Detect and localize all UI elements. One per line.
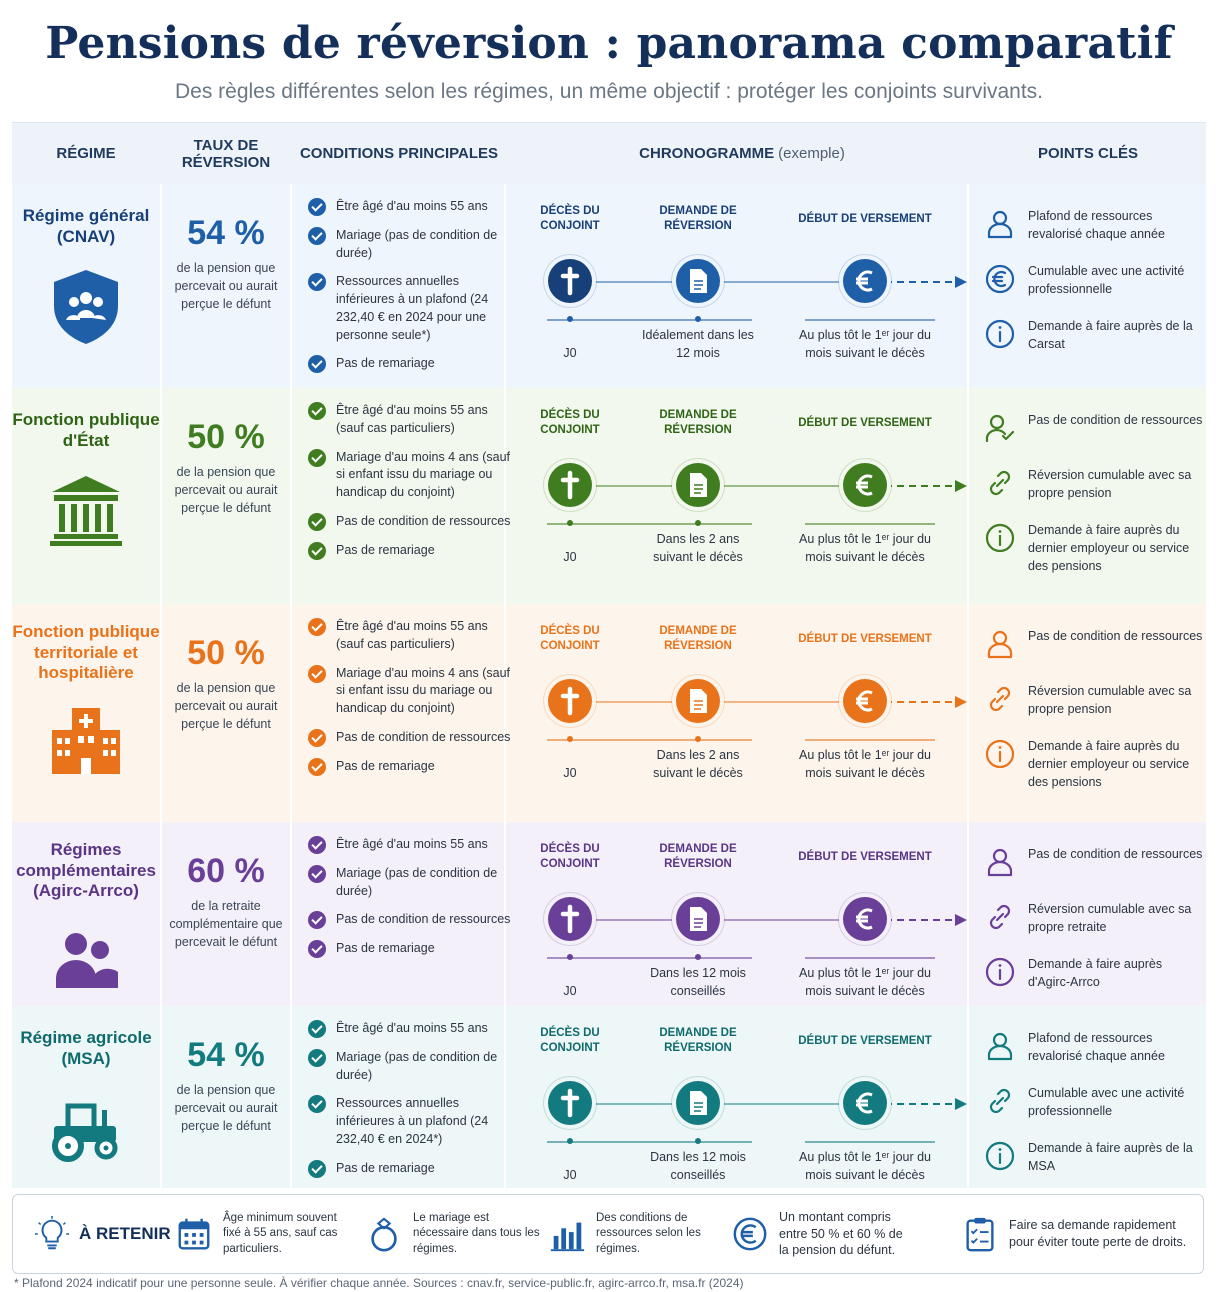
timeline-debut-note: Au plus tôt le 1ᵉʳ jour du mois suivant le décès — [798, 966, 932, 998]
condition-text: Mariage d'au moins 4 ans (sauf si enfant issu du mariage ou handicap du conjoint) — [336, 665, 511, 715]
condition-text: Pas de remariage — [336, 356, 435, 371]
checklist-icon — [961, 1215, 999, 1253]
timeline-demande-label: DEMANDE DE RÉVERSION — [659, 625, 737, 652]
link-icon — [984, 683, 1016, 715]
lightbulb-icon — [33, 1215, 71, 1253]
condition-item — [308, 1095, 513, 1148]
timeline-deces-label: DÉCÈS DU CONJOINT — [540, 1027, 600, 1054]
timeline-debut-note: Au plus tôt le 1ᵉʳ jour du mois suivant le décès — [798, 532, 932, 564]
document-icon — [676, 463, 720, 507]
regime-row — [12, 388, 1206, 604]
users-shield-icon — [46, 266, 126, 346]
rate-value: 50 % — [187, 634, 265, 672]
check-icon — [308, 665, 326, 683]
euro-icon — [984, 263, 1016, 295]
regime-row — [12, 184, 1206, 388]
timeline-demande-note: Dans les 2 ans suivant le décès — [653, 532, 743, 564]
check-icon — [308, 836, 326, 854]
timeline-debut-note: Au plus tôt le 1ᵉʳ jour du mois suivant le décès — [798, 748, 932, 780]
document-icon — [676, 259, 720, 303]
conditions-list — [308, 1020, 513, 1188]
info-icon — [984, 956, 1016, 988]
key-point-text: Réversion cumulable avec sa propre pension — [1028, 468, 1192, 500]
regime-row — [12, 822, 1206, 1006]
header-conditions: CONDITIONS PRINCIPALES — [299, 145, 499, 163]
rate-description: de la pension que percevait ou aurait perçue le défunt — [174, 681, 278, 731]
check-icon — [308, 273, 326, 291]
retenir-text: Âge minimum souvent fixé à 55 ans, sauf cas particuliers. — [223, 1211, 338, 1255]
rate-value: 54 % — [187, 1036, 265, 1074]
condition-item — [308, 940, 513, 958]
timeline-debut-label: DÉBUT DE VERSEMENT — [798, 1035, 932, 1047]
retenir-item — [548, 1195, 728, 1273]
timeline-debut-note: Au plus tôt le 1ᵉʳ jour du mois suivant le décès — [798, 328, 932, 360]
check-icon — [308, 1020, 326, 1038]
retenir-item — [731, 1195, 911, 1273]
rate-value: 60 % — [187, 852, 265, 890]
timeline — [517, 388, 967, 568]
condition-item — [308, 911, 513, 929]
timeline-deces-label: DÉCÈS DU CONJOINT — [540, 409, 600, 436]
reversion-rate — [162, 216, 290, 313]
page-title: Pensions de réversion : panorama comparatif — [45, 18, 1173, 69]
cross-icon — [548, 679, 592, 723]
euro-icon — [843, 679, 887, 723]
timeline-debut-label: DÉBUT DE VERSEMENT — [798, 417, 932, 429]
conditions-list — [308, 402, 513, 570]
key-point-text: Plafond de ressources revalorisé chaque année — [1028, 209, 1165, 241]
condition-item — [308, 198, 513, 216]
timeline-demande-note: Dans les 12 mois conseillés — [650, 1150, 746, 1182]
condition-item — [308, 402, 513, 438]
check-icon — [308, 758, 326, 776]
key-point-text: Demande à faire auprès de la MSA — [1028, 1141, 1193, 1173]
check-icon — [308, 449, 326, 467]
timeline — [517, 1006, 967, 1186]
header-points-cles: POINTS CLÉS — [1037, 145, 1138, 163]
timeline-demande-label: DEMANDE DE RÉVERSION — [659, 409, 737, 436]
timeline-j0: J0 — [563, 346, 577, 360]
retenir-item — [365, 1195, 545, 1273]
check-icon — [308, 618, 326, 636]
condition-item — [308, 513, 513, 531]
link-icon — [984, 467, 1016, 499]
header-regime: RÉGIME — [56, 145, 116, 163]
conditions-list — [308, 836, 513, 969]
condition-item — [308, 1020, 513, 1038]
conditions-list — [308, 618, 513, 786]
condition-text: Mariage (pas de condition de durée) — [336, 1049, 498, 1082]
person-icon — [984, 846, 1016, 878]
condition-item — [308, 1049, 513, 1085]
timeline-debut-label: DÉBUT DE VERSEMENT — [798, 213, 932, 225]
condition-text: Mariage d'au moins 4 ans (sauf si enfant issu du mariage ou handicap du conjoint) — [336, 449, 511, 499]
reversion-rate — [162, 636, 290, 733]
regime-name: Régime agricole (MSA) — [20, 1028, 152, 1068]
check-icon — [308, 542, 326, 560]
government-building-icon — [46, 470, 126, 550]
condition-item — [308, 836, 513, 854]
condition-text: Pas de remariage — [336, 1160, 435, 1175]
timeline-demande-note: Dans les 2 ans suivant le décès — [653, 748, 743, 780]
document-icon — [676, 1081, 720, 1125]
person-icon — [984, 628, 1016, 660]
timeline — [517, 822, 967, 1002]
timeline-demande-label: DEMANDE DE RÉVERSION — [659, 843, 737, 870]
header-taux: TAUX DE RÉVERSION — [181, 136, 271, 171]
condition-text: Ressources annuelles inférieures à un plafond (24 232,40 € en 2024*) — [336, 1096, 489, 1146]
group-icon — [46, 918, 126, 998]
rate-value: 54 % — [187, 214, 265, 252]
header-chrono — [517, 123, 967, 185]
cross-icon — [548, 897, 592, 941]
regime-row — [12, 1006, 1206, 1188]
condition-item — [308, 1160, 513, 1178]
key-point-text: Demande à faire auprès de la Carsat — [1028, 319, 1193, 351]
euro-icon — [843, 1081, 887, 1125]
arrow-right-icon — [885, 478, 975, 494]
info-icon — [984, 318, 1016, 350]
retenir-text: Le mariage est nécessaire dans tous les régimes. — [413, 1211, 540, 1255]
bar-chart-icon — [548, 1215, 586, 1253]
key-point-text: Demande à faire auprès du dernier employeur ou service des pensions — [1028, 523, 1190, 573]
check-icon — [308, 1049, 326, 1067]
reversion-rate — [162, 420, 290, 517]
timeline-demande-note: Idéalement dans les 12 mois — [642, 328, 754, 360]
condition-item — [308, 355, 513, 373]
timeline-j0: J0 — [563, 550, 577, 564]
comparison-table — [12, 122, 1206, 1188]
timeline-deces-label: DÉCÈS DU CONJOINT — [540, 843, 600, 870]
cross-icon — [548, 259, 592, 303]
condition-item — [308, 227, 513, 263]
condition-text: Pas de remariage — [336, 941, 435, 955]
rate-description: de la retraite complémentaire que percevait le défunt — [169, 899, 283, 949]
check-icon — [308, 865, 326, 883]
person-check-icon — [984, 412, 1016, 444]
arrow-right-icon — [885, 1096, 975, 1112]
timeline — [517, 604, 967, 784]
key-point-text: Cumulable avec une activité professionnelle — [1028, 1086, 1185, 1118]
condition-text: Pas de remariage — [336, 542, 435, 557]
check-icon — [308, 911, 326, 929]
timeline-j0: J0 — [563, 1168, 577, 1182]
arrow-right-icon — [885, 694, 975, 710]
person-icon — [984, 208, 1016, 240]
key-point-text: Pas de condition de ressources — [1028, 629, 1203, 643]
rate-description: de la pension que percevait ou aurait perçue le défunt — [174, 1083, 278, 1133]
retenir-label: À RETENIR — [79, 1224, 171, 1243]
euro-icon — [843, 259, 887, 303]
retenir-text: Faire sa demande rapidement pour éviter toute perte de droits. — [1009, 1218, 1187, 1249]
key-point-text: Réversion cumulable avec sa propre pension — [1028, 684, 1192, 716]
check-icon — [308, 729, 326, 747]
regime-name: Régimes complémentaires (Agirc-Arrco) — [16, 840, 156, 901]
key-point-text: Demande à faire auprès du dernier employeur ou service des pensions — [1028, 739, 1190, 789]
document-icon — [676, 897, 720, 941]
regime-row — [12, 604, 1206, 822]
key-point-text: Pas de condition de ressources — [1028, 847, 1203, 861]
ring-icon — [365, 1215, 403, 1253]
header-chrono-suffix: (exemple) — [778, 145, 845, 163]
condition-item — [308, 729, 513, 747]
timeline — [517, 184, 967, 364]
hospital-icon — [46, 700, 126, 780]
euro-icon — [843, 463, 887, 507]
condition-text: Être âgé d'au moins 55 ans (sauf cas particuliers) — [336, 403, 488, 435]
check-icon — [308, 1160, 326, 1178]
check-icon — [308, 513, 326, 531]
rate-description: de la pension que percevait ou aurait perçue le défunt — [174, 261, 278, 311]
condition-item — [308, 665, 513, 718]
condition-text: Être âgé d'au moins 55 ans — [336, 1021, 488, 1035]
footnote: * Plafond 2024 indicatif pour une personne seule. À vérifier chaque année. Sources : cnav.fr, service-public.fr, agirc-arrco.fr, msa.fr (2024) — [14, 1276, 744, 1290]
reversion-rate — [162, 1038, 290, 1135]
timeline-debut-label: DÉBUT DE VERSEMENT — [798, 851, 932, 863]
regime-name: Fonction publique d'État — [12, 410, 160, 450]
condition-text: Être âgé d'au moins 55 ans (sauf cas particuliers) — [336, 619, 488, 651]
check-icon — [308, 940, 326, 958]
condition-item — [308, 449, 513, 502]
condition-text: Pas de remariage — [336, 758, 435, 773]
person-icon — [984, 1030, 1016, 1062]
conditions-list — [308, 198, 513, 384]
timeline-demande-note: Dans les 12 mois conseillés — [650, 966, 746, 998]
check-icon — [308, 355, 326, 373]
key-point-text: Demande à faire auprès d'Agirc-Arrco — [1028, 957, 1163, 989]
retenir-box — [12, 1194, 1204, 1274]
link-icon — [984, 901, 1016, 933]
condition-text: Être âgé d'au moins 55 ans — [336, 199, 488, 213]
condition-text: Ressources annuelles inférieures à un plafond (24 232,40 € en 2024 pour une personne seule*) — [336, 274, 489, 342]
key-point-text: Cumulable avec une activité professionnelle — [1028, 264, 1185, 296]
table-header — [12, 122, 1206, 184]
cross-icon — [548, 1081, 592, 1125]
retenir-text: Des conditions de ressources selon les régimes. — [596, 1211, 701, 1255]
condition-item — [308, 542, 513, 560]
retenir-title — [33, 1195, 171, 1273]
rate-value: 50 % — [187, 418, 265, 456]
calendar-icon — [175, 1215, 213, 1253]
check-icon — [308, 1095, 326, 1113]
cross-icon — [548, 463, 592, 507]
timeline-deces-label: DÉCÈS DU CONJOINT — [540, 205, 600, 232]
timeline-j0: J0 — [563, 984, 577, 998]
link-icon — [984, 1085, 1016, 1117]
info-icon — [984, 522, 1016, 554]
info-icon — [984, 738, 1016, 770]
timeline-j0: J0 — [563, 766, 577, 780]
condition-item — [308, 865, 513, 901]
condition-text: Pas de condition de ressources — [336, 729, 511, 744]
tractor-icon — [46, 1088, 126, 1168]
arrow-right-icon — [885, 912, 975, 928]
timeline-debut-label: DÉBUT DE VERSEMENT — [798, 633, 932, 645]
timeline-demande-label: DEMANDE DE RÉVERSION — [659, 1027, 737, 1054]
rate-description: de la pension que percevait ou aurait perçue le défunt — [174, 465, 278, 515]
condition-text: Pas de condition de ressources — [336, 513, 511, 528]
euro-icon — [843, 897, 887, 941]
condition-text: Pas de condition de ressources — [336, 912, 511, 927]
condition-text: Mariage (pas de condition de durée) — [336, 227, 498, 260]
condition-item — [308, 273, 513, 344]
condition-item — [308, 618, 513, 654]
key-point-text: Pas de condition de ressources — [1028, 413, 1203, 427]
document-icon — [676, 679, 720, 723]
timeline-debut-note: Au plus tôt le 1ᵉʳ jour du mois suivant le décès — [798, 1150, 932, 1182]
check-icon — [308, 227, 326, 245]
retenir-item — [961, 1195, 1191, 1273]
retenir-text: Un montant compris entre 50 % et 60 % de la pension du défunt. — [779, 1209, 903, 1258]
retenir-item — [175, 1195, 355, 1273]
arrow-right-icon — [885, 274, 975, 290]
regime-name: Régime général (CNAV) — [22, 206, 150, 246]
timeline-demande-label: DEMANDE DE RÉVERSION — [659, 205, 737, 232]
check-icon — [308, 198, 326, 216]
key-point-text: Plafond de ressources revalorisé chaque année — [1028, 1031, 1165, 1063]
condition-item — [308, 758, 513, 776]
condition-text: Mariage (pas de condition de durée) — [336, 865, 498, 898]
header-chrono-label: CHRONOGRAMME — [639, 145, 775, 163]
euro-icon — [731, 1215, 769, 1253]
timeline-deces-label: DÉCÈS DU CONJOINT — [540, 625, 600, 652]
key-point-text: Réversion cumulable avec sa propre retraite — [1028, 902, 1192, 934]
condition-text: Être âgé d'au moins 55 ans — [336, 837, 488, 851]
check-icon — [308, 402, 326, 420]
reversion-rate — [162, 854, 290, 951]
page-subtitle: Des règles différentes selon les régimes, un même objectif : protéger les conjoints survivants. — [174, 80, 1044, 103]
info-icon — [984, 1140, 1016, 1172]
regime-name: Fonction publique territoriale et hospitalière — [12, 622, 160, 683]
